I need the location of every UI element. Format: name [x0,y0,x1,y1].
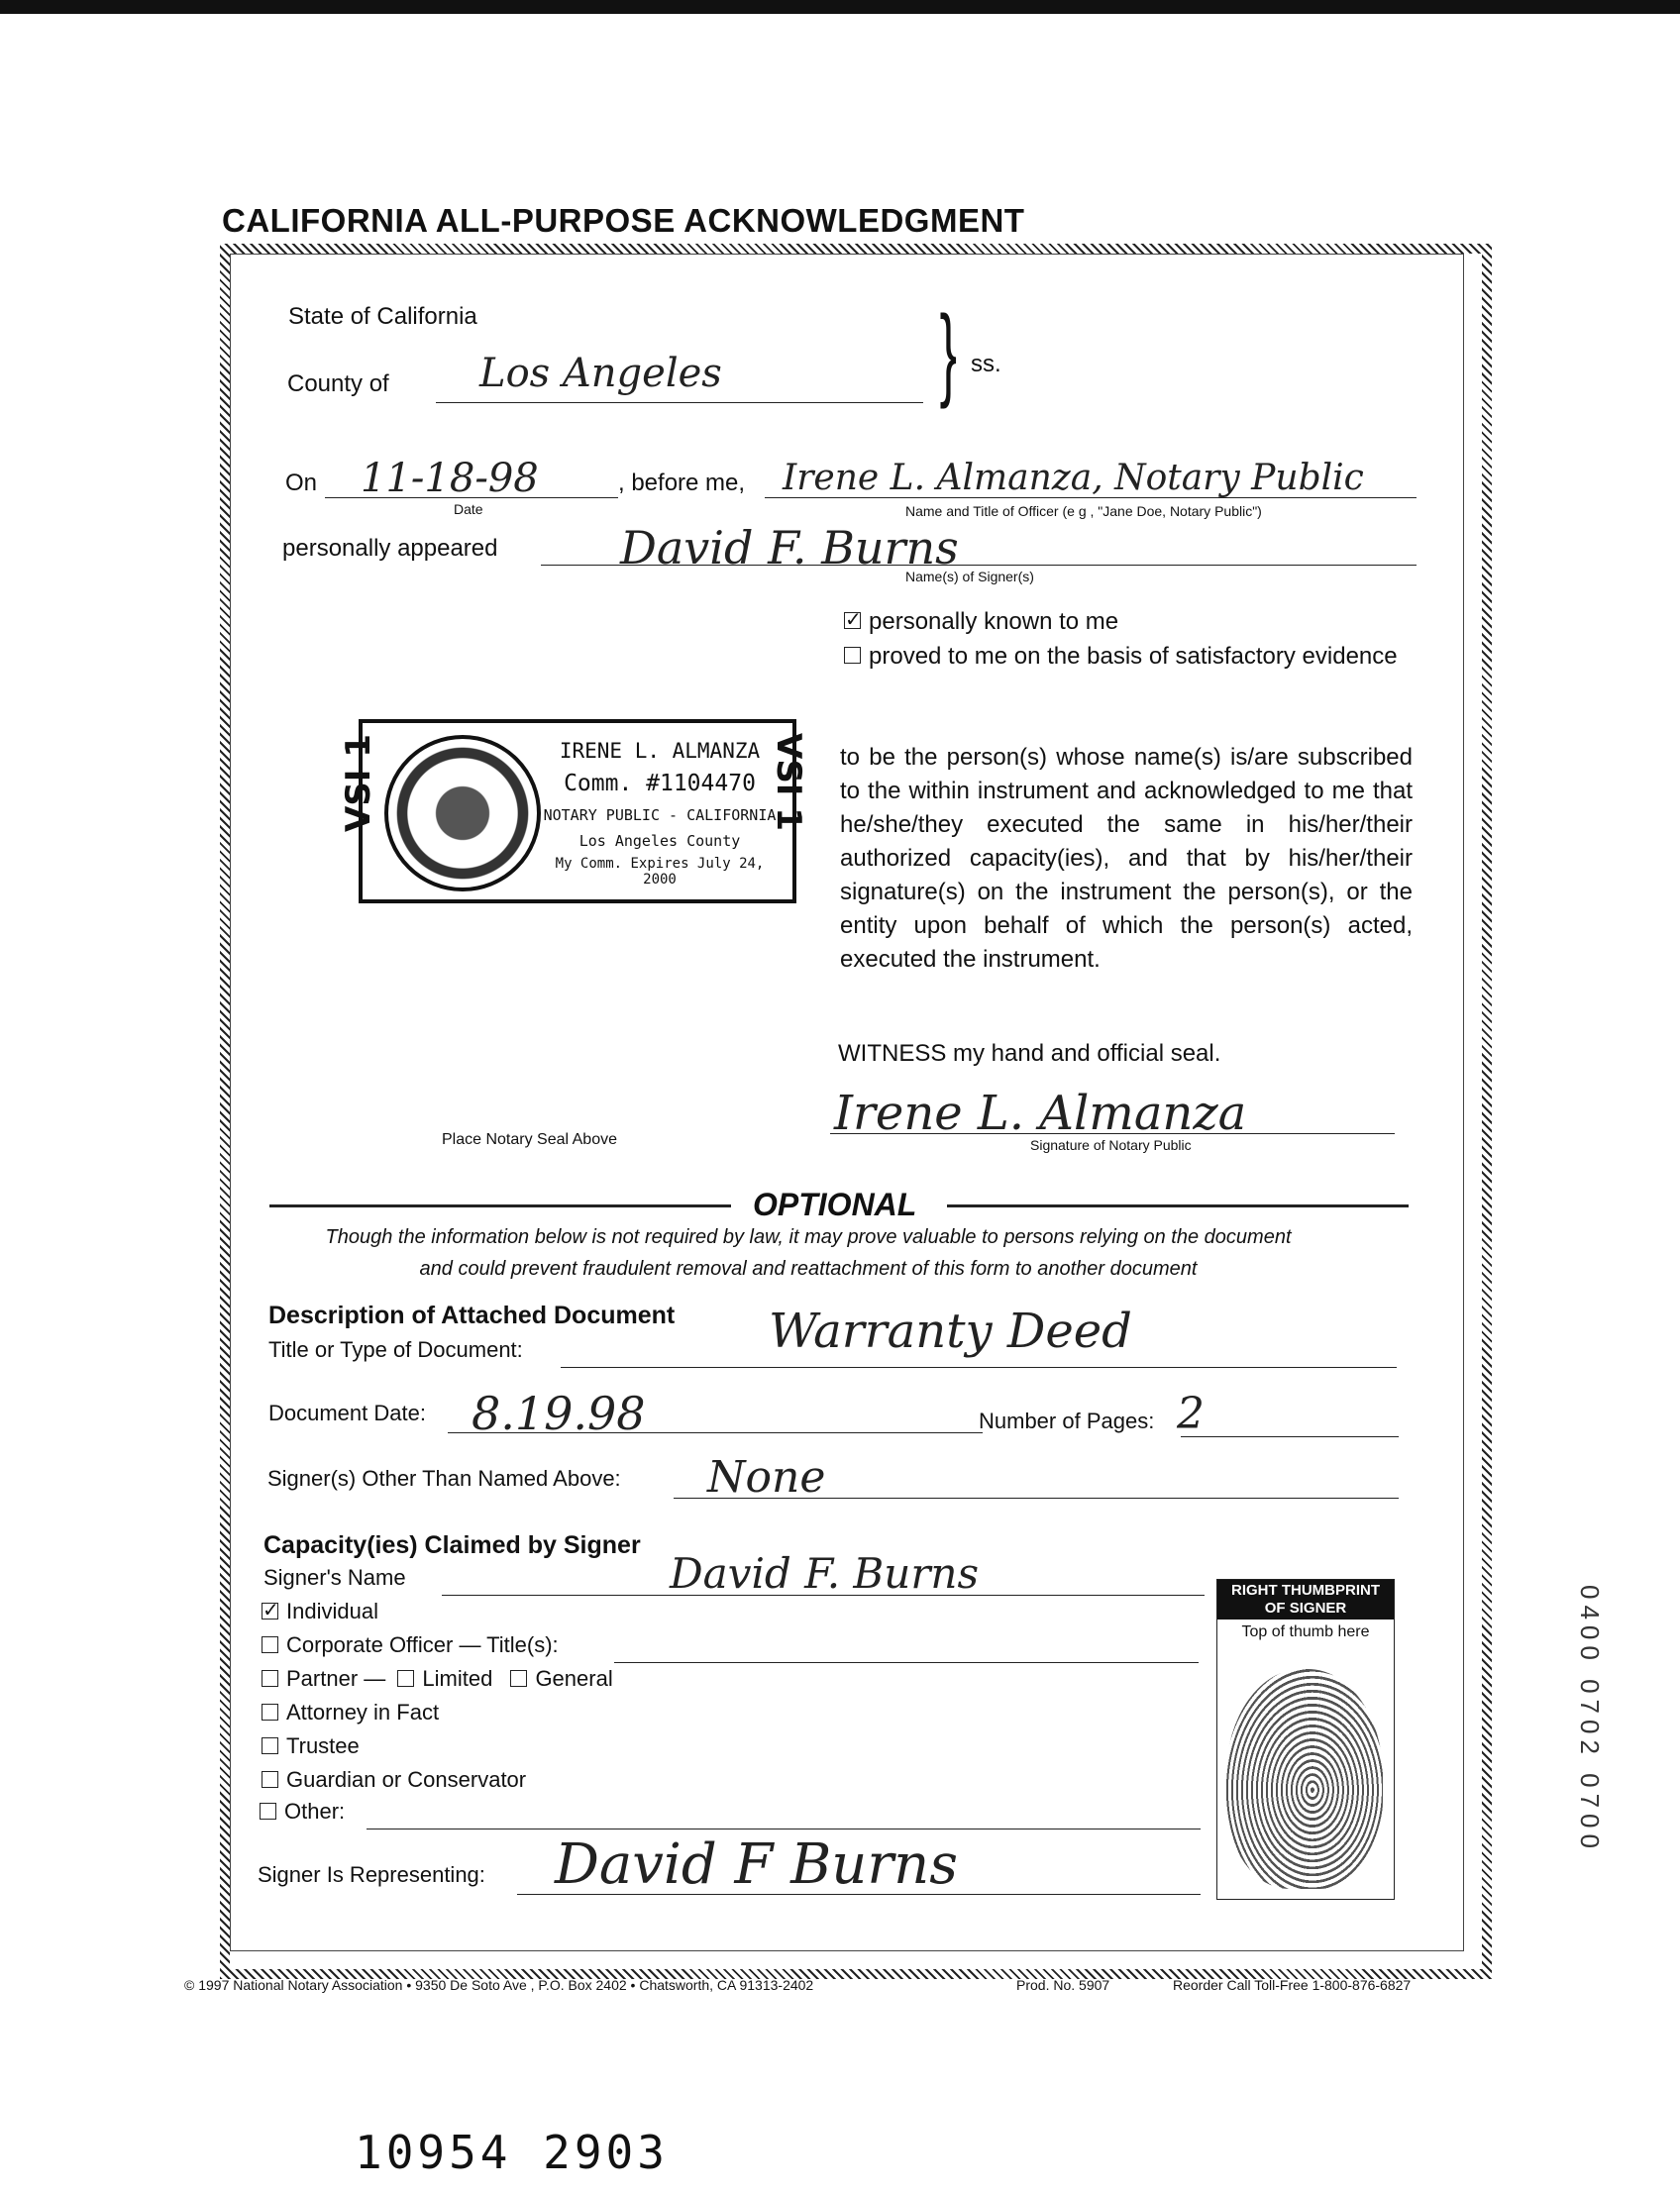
notary-signature-line [830,1133,1395,1134]
scan-top-edge [0,0,1680,14]
thumbprint-icon [1226,1669,1383,1889]
stamp-county: Los Angeles County [578,832,741,850]
signer-caption: Name(s) of Signer(s) [905,569,1034,584]
partner-checkbox[interactable] [262,1670,278,1687]
stamp-side-right: VSI 1 [769,733,808,831]
acknowledgment-date-field[interactable]: 11-18-98 [361,456,539,501]
known-label: personally known to me [869,608,1119,635]
witness-line: WITNESS my hand and official seal. [838,1040,1221,1067]
thumbprint-heading [1217,1580,1394,1620]
corporate-checkbox[interactable] [262,1636,278,1653]
corporate-option[interactable] [262,1632,559,1658]
officer-field[interactable]: Irene L. Almanza, Notary Public [783,458,1364,498]
footer-reorder: Reorder Call Toll-Free 1-800-876-6827 [1173,1977,1412,1993]
side-code: 0400 0702 0700 [1575,1585,1605,1854]
thumbprint-heading-1: RIGHT THUMBPRINT [1231,1582,1380,1599]
notary-signature: Irene L. Almanza [834,1086,1247,1141]
county-field[interactable]: Los Angeles [479,351,722,396]
ss-label: ss. [971,351,1001,377]
signer-name-label: Signer's Name [263,1565,406,1590]
form-title: CALIFORNIA ALL-PURPOSE ACKNOWLEDGMENT [222,202,1025,239]
general-label: General [535,1666,613,1691]
thumbprint-sub: Top of thumb here [1241,1623,1370,1640]
doc-title-line [561,1367,1397,1368]
stamp-name: IRENE L. ALMANZA [559,739,761,763]
signer-name-field[interactable]: David F. Burns [670,1549,980,1598]
notary-stamp [359,719,796,903]
date-caption: Date [454,501,483,517]
stamp-title: NOTARY PUBLIC - CALIFORNIA [543,806,777,824]
county-line [436,402,923,403]
other-signers-label: Signer(s) Other Than Named Above: [267,1466,621,1491]
document-number: 10954 2903 [355,2126,669,2179]
limited-checkbox[interactable] [397,1670,414,1687]
seal-caption: Place Notary Seal Above [442,1131,617,1148]
footer-prod: Prod. No. 5907 [1016,1977,1110,1993]
pages-line [1181,1436,1399,1437]
on-label: On [285,470,318,496]
individual-checkbox[interactable] [262,1599,279,1621]
guardian-option[interactable] [262,1767,526,1793]
individual-option[interactable] [262,1599,378,1624]
other-label: Other: [284,1799,346,1824]
partner-label: Partner — [286,1666,386,1691]
attorney-label: Attorney in Fact [286,1700,440,1725]
pages-field[interactable]: 2 [1177,1389,1205,1439]
stamp-commission: Comm. #1104470 [564,771,756,796]
trustee-option[interactable] [262,1733,360,1759]
stamp-expiry: My Comm. Expires July 24, 2000 [555,856,765,888]
capacity-heading: Capacity(ies) Claimed by Signer [263,1531,641,1559]
attorney-option[interactable] [262,1700,439,1725]
doc-date-field[interactable]: 8.19.98 [472,1387,646,1440]
thumbprint-heading-2: OF SIGNER [1264,1600,1347,1617]
optional-rule-right [947,1204,1409,1207]
signer-field[interactable]: David F. Burns [620,521,959,575]
corporate-label: Corporate Officer — Title(s): [286,1632,559,1657]
representing-label: Signer Is Representing: [258,1862,485,1887]
corporate-title-line [614,1662,1199,1663]
attorney-checkbox[interactable] [262,1704,278,1721]
brace-icon: } [939,295,958,410]
other-option[interactable] [260,1799,345,1825]
optional-note-2: and could prevent fraudulent removal and reattachment of this form to another document [419,1258,1198,1280]
proved-option[interactable] [844,642,1418,672]
optional-heading: OPTIONAL [753,1187,917,1222]
before-me-label: , before me, [618,470,746,496]
appeared-label: personally appeared [282,535,498,562]
doc-title-label: Title or Type of Document: [268,1337,523,1362]
guardian-checkbox[interactable] [262,1771,278,1788]
individual-label: Individual [286,1599,378,1623]
optional-note-1: Though the information below is not required by law, it may prove valuable to persons relying on the document [325,1226,1292,1248]
acknowledgment-statement: to be the person(s) whose name(s) is/are subscribed to the within instrument and acknowledged to me that he/she/they executed the same in his/her/their authorized capacity(ies), and that by his/her/their signature(s) on the instrument the person(s), or the entity upon behalf of which the person(s) acted, executed the instrument. [840,744,1413,973]
state-label: State of California [288,303,477,330]
other-checkbox[interactable] [260,1803,276,1820]
pages-label: Number of Pages: [979,1409,1155,1433]
proved-checkbox[interactable] [844,647,861,664]
proved-label: proved to me on the basis of satisfactory evidence [869,643,1398,670]
county-label: County of [287,370,389,397]
limited-label: Limited [422,1666,493,1691]
footer-copyright: © 1997 National Notary Association • 9350 De Soto Ave , P.O. Box 2402 • Chatsworth, CA 91313-2402 [184,1977,814,1993]
general-checkbox[interactable] [510,1670,527,1687]
trustee-checkbox[interactable] [262,1737,278,1754]
officer-caption: Name and Title of Officer (e g , "Jane Doe, Notary Public") [905,503,1262,519]
thumbprint-box [1216,1579,1395,1900]
known-option[interactable] [844,608,1118,636]
partner-option[interactable] [262,1666,613,1692]
stamp-side-left: VSI 1 [339,734,378,832]
checkmark-icon: ✓ [845,609,862,632]
checkmark-icon: ✓ [262,1599,279,1621]
representing-signature[interactable]: David F Burns [555,1832,958,1897]
known-checkbox[interactable] [844,609,862,632]
attached-doc-heading: Description of Attached Document [268,1302,676,1329]
other-signers-field[interactable]: None [707,1452,826,1503]
guardian-label: Guardian or Conservator [286,1767,527,1792]
notary-sig-caption: Signature of Notary Public [1030,1137,1192,1153]
trustee-label: Trustee [286,1733,360,1758]
state-seal-icon [384,735,541,891]
doc-date-label: Document Date: [268,1401,426,1425]
doc-title-field[interactable]: Warranty Deed [769,1304,1132,1359]
optional-rule-left [269,1204,731,1207]
